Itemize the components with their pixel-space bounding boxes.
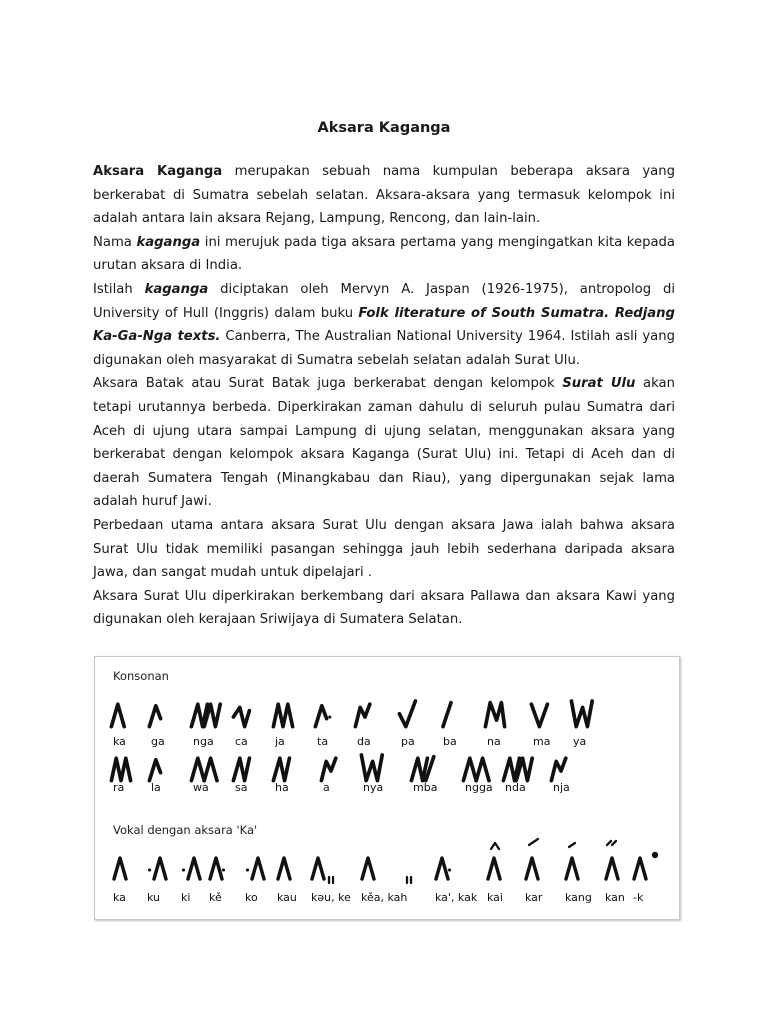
romanization-label: ha (275, 781, 289, 794)
script-glyph (149, 760, 160, 781)
romanization-label: nga (193, 735, 214, 748)
romanization-label: ka', kak (435, 891, 478, 904)
diacritic-mark (329, 877, 333, 883)
romanization-label: kau (277, 891, 297, 904)
text-run: diciptakan oleh Mervyn A. Jaspan (1926-1975), antropolog di University of Hull (Inggris) dalam buku (93, 281, 676, 321)
romanization-label: ga (151, 735, 165, 748)
script-glyph (273, 704, 292, 726)
romanization-label: kang (565, 891, 592, 904)
script-glyph (149, 706, 160, 727)
script-glyph (571, 701, 592, 727)
romanization-label: ta (317, 735, 329, 748)
script-glyph (443, 703, 451, 727)
script-chart-glyphs (95, 657, 679, 919)
text-run: Istilah (93, 281, 145, 297)
romanization-label: da (357, 735, 371, 748)
text-run: Aksara Surat Ulu diperkirakan berkembang dari aksara Pallawa dan aksara Kawi yang digunakan oleh kerajaan Sriwijaya di Sumatera Selatan. (93, 588, 675, 628)
romanization-label: ngga (465, 781, 493, 794)
text-run: Nama (93, 234, 137, 250)
script-glyph (606, 858, 618, 879)
diacritic-mark (607, 841, 616, 845)
script-glyph (526, 858, 538, 879)
paragraph (93, 278, 675, 372)
script-glyph (246, 858, 264, 879)
script-glyph (503, 758, 532, 780)
script-glyph (399, 701, 415, 727)
script-glyph (321, 758, 335, 780)
text-run: Aksara Batak atau Surat Batak juga berkerabat dengan kelompok (93, 376, 563, 392)
vowels-heading: Vokal dengan aksara 'Ka' (113, 823, 258, 837)
script-glyph (312, 858, 324, 879)
emphasized-text: kaganga (136, 234, 201, 250)
romanization-label: wa (193, 781, 209, 794)
romanization-label: ba (443, 735, 457, 748)
script-glyph (355, 704, 369, 726)
romanization-label: ka (113, 891, 126, 904)
romanization-label: na (487, 735, 501, 748)
paragraph (93, 372, 675, 514)
romanization-label: kar (525, 891, 543, 904)
script-glyph (566, 858, 578, 879)
diacritic-mark (652, 852, 657, 857)
romanization-label: nya (363, 781, 384, 794)
script-glyph (111, 704, 124, 726)
script-glyph (531, 704, 547, 726)
romanization-label: ka (113, 735, 126, 748)
romanization-label: a (323, 781, 330, 794)
script-glyph (191, 704, 220, 726)
script-glyph (114, 858, 126, 879)
script-glyph (210, 858, 225, 879)
diacritic-mark (491, 843, 499, 849)
romanization-label: ma (533, 735, 551, 748)
script-glyph (233, 707, 249, 726)
romanization-label: kəu, ke (311, 891, 351, 904)
script-glyph (488, 858, 500, 879)
romanization-label: sa (235, 781, 248, 794)
romanization-label: la (151, 781, 161, 794)
script-glyph (361, 755, 382, 781)
romanization-label: pa (401, 735, 415, 748)
romanization-label: ku (147, 891, 161, 904)
script-glyph (273, 758, 289, 780)
script-chart-figure (94, 656, 680, 920)
document-title: Aksara Kaganga (317, 120, 451, 136)
romanization-label: kai (487, 891, 503, 904)
romanization-label: ki (181, 891, 191, 904)
script-glyph (362, 858, 374, 879)
text-run: Canberra, The Australian National University 1964. Istilah asli yang digunakan oleh masyarakat di Sumatra sebelah selatan adalah Surat Ulu. (93, 329, 675, 368)
diacritic-mark (569, 843, 575, 847)
paragraph (93, 160, 675, 231)
romanization-label: ja (275, 735, 285, 748)
emphasized-text: Folk literature of South Sumatra. Redjang Ka-Ga-Nga texts. (93, 305, 675, 345)
script-glyph (463, 758, 489, 780)
diacritic-mark (529, 839, 538, 845)
romanization-label: ko (245, 891, 258, 904)
script-glyph (485, 703, 504, 727)
emphasized-text: Surat Ulu (562, 376, 636, 392)
script-glyph (148, 858, 166, 879)
script-glyph (551, 758, 565, 780)
romanization-label: mba (413, 781, 438, 794)
romanization-label: kě (209, 891, 222, 904)
romanization-label: nda (505, 781, 526, 794)
script-glyph (233, 758, 249, 780)
paragraph (93, 231, 675, 278)
script-glyph (634, 858, 646, 879)
script-glyph (278, 858, 290, 879)
paragraph (93, 514, 675, 585)
emphasized-text: Aksara Kaganga (93, 164, 223, 179)
emphasized-text: kaganga (144, 281, 209, 297)
romanization-label: kěa, kah (361, 891, 408, 904)
paragraph (93, 585, 675, 632)
romanization-label: -k (633, 891, 644, 904)
romanization-label: kan (605, 891, 625, 904)
text-run: ini merujuk pada tiga aksara pertama yang mengingatkan kita kepada urutan aksara di India. (93, 234, 675, 274)
script-glyph (111, 758, 130, 780)
body-text (93, 160, 675, 632)
text-run: akan tetapi urutannya berbeda. Diperkirakan zaman dahulu di seluruh pulau Sumatra dari Aceh di ujung utara sampai Lampung di ujung selatan, menggunakan aksara yang berkerabat dengan kelompok aksara Kaganga (Surat Ulu) ini. Tetapi di Aceh dan di daerah Sumatera Tengah (Minangkabau dan Riau), yang dipergunakan sejak lama adalah huruf Jawi. (93, 376, 675, 510)
romanization-label: ca (235, 735, 248, 748)
romanization-label: nja (553, 781, 570, 794)
script-glyph (411, 757, 433, 781)
script-glyph (191, 758, 217, 780)
script-glyph (182, 858, 200, 879)
romanization-label: ya (573, 735, 587, 748)
consonants-heading: Konsonan (113, 669, 169, 683)
script-glyph (436, 858, 451, 879)
diacritic-mark (407, 877, 411, 883)
text-run: Perbedaan utama antara aksara Surat Ulu dengan aksara Jawa ialah bahwa aksara Surat Ulu tidak memiliki pasangan sehingga jauh lebih sederhana daripada aksara Jawa, dan sangat mudah untuk dipelajari . (93, 517, 675, 581)
text-run: merupakan sebuah nama kumpulan beberapa aksara yang berkerabat di Sumatra sebelah selatan. Aksara-aksara yang termasuk kelompok ini adalah antara lain aksara Rejang, Lampung, Rencong, dan lain-lain. (93, 164, 675, 227)
romanization-label: ra (113, 781, 125, 794)
script-glyph (315, 706, 331, 727)
